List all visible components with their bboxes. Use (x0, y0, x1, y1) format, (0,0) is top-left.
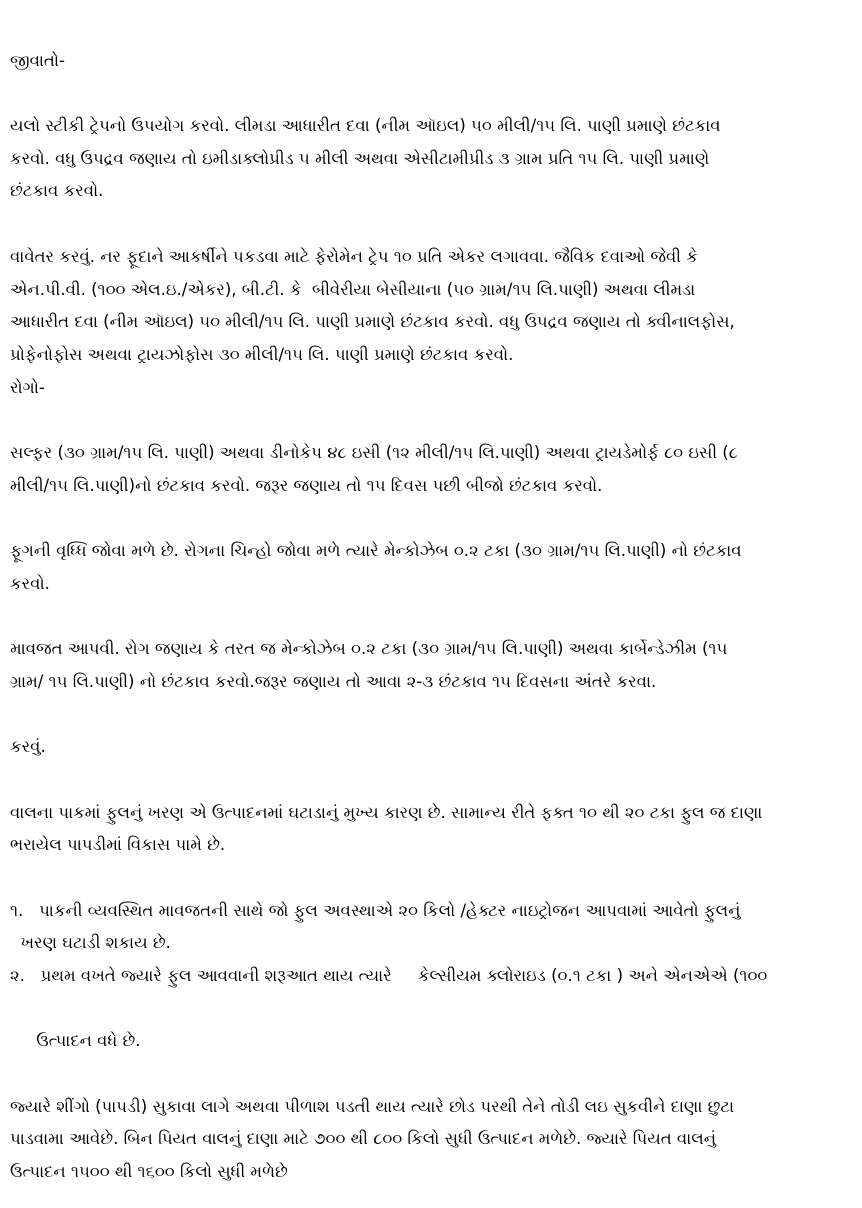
disease2-line-2: ફૂગની વૃધ્ધિ જોવા મળે છે. રોગના ચિન્હો જોવા મળે ત્યારે મેન્કોઝેબ ૦.૨ ટકા (૩૦ ગ્રામ/૧૫ લિ.પાણી) નો છંટકાવ (10, 541, 742, 560)
pest1-line-3: કરવો. વધુ ઉપદ્રવ જણાય તો ઇમીડાક્લોપ્રીડ ૫ મીલી અથવા એસીટામીપ્રીડ ૩ ગ્રામ પ્રતિ ૧૫ લિ. પાણી પ્રમાણે (10, 148, 710, 168)
pest2-line-1 (10, 208, 852, 241)
pest1-line-4: છંટકાવ કરવો. (10, 181, 104, 201)
harvest-line-1: જ્યારે શીંગો (પાપડી) સુકાવા લાગે અથવા પીળાશ પડતી થાય ત્યારે છોડ પરથી તેને તોડી લઇ સુકવીને દાણા છુટા (10, 1096, 735, 1116)
flower-drop-line-2: ભરાયેલ પાપડીમાં વિકાસ પામે છે. (10, 835, 226, 855)
disease3-line-3: ગ્રામ/ ૧૫ લિ.પાણી) નો છંટકાવ કરવો.જરૂર જણાય તો આવા ૨-૩ છંટકાવ ૧૫ દિવસના અંતરે કરવા. (10, 671, 657, 691)
measure1-line-1: ૧. પાકની વ્યવસ્થિત માવજતની સાથે જો ફુલ અવસ્થાએ ૨૦ કિલો /હેક્ટર નાઇટ્રોજન આપવામાં આવેતો ફુલનું (10, 900, 741, 920)
pest2-line-4: આધારીત દવા (નીમ ઑઇલ) ૫૦ મીલી/૧૫ લિ. પાણી પ્રમાણે છંટકાવ કરવો. વધુ ઉપદ્રવ જણાય તો ક્વીનાલફોસ, (10, 312, 735, 332)
heading-harvest (10, 1058, 852, 1091)
heading-flower-drop (10, 764, 852, 797)
disease3-line-1 (10, 600, 852, 633)
disease4-line-1 (10, 698, 852, 731)
pest2-line-2: વાવેતર કરવું. નર ફૂદાને આકર્ષીને પકડવા માટે ફેરોમેન ટ્રેપ ૧૦ પ્રતિ એકર લગાવવા. જૈવિક દવાઓ જેવી કે (10, 246, 698, 266)
disease1-line-3: મીલી/૧૫ લિ.પાણી)નો છંટકાવ કરવો. જરૂર જણાય તો ૧૫ દિવસ પછી બીજો છંટકાવ કરવો. (10, 475, 603, 495)
measure2-line-1: ૨. પ્રથમ વખતે જ્યારે ફુલ આવવાની શરૂઆત થાય ત્યારે કેલ્સીયમ ક્લોરાઇડ (૦.૧ ટકા ) અને એનએએ (૧૦૦ (10, 965, 768, 985)
measure1-line-2: ખરણ ઘટાડી શકાય છે. (10, 933, 171, 953)
disease3-line-2: માવજત આપવી. રોગ જણાય કે તરત જ મેન્કોઝેબ ૦.૨ ટકા (૩૦ ગ્રામ/૧૫ લિ.પાણી) અથવા કાર્બેન્ડેઝીમ (૧૫ (10, 639, 728, 659)
harvest-line-2: પાડવામા આવેછે. બિન પિયત વાલનું દાણા માટે ૭૦૦ થી ૮૦૦ કિલો સુધી ઉત્પાદન મળેછે. જ્યારે પિયત વાલનું (10, 1129, 716, 1149)
heading-diseases: રોગો- (10, 377, 45, 397)
pest1-line-1 (10, 77, 852, 110)
measure2-line-3: ઉત્પાદન વધે છે. (10, 1031, 141, 1051)
disease1-line-2: સલ્ફર (૩૦ ગ્રામ/૧૫ લિ. પાણી) અથવા ડીનોકેપ ૪૮ ઇસી (૧૨ મીલી/૧૫ લિ.પાણી) અથવા ટ્રાયડેમોર્ફ ૮૦ ઇસી (૮ (10, 442, 738, 462)
heading-crop-protection (10, 12, 852, 45)
disease4-line-2: કરવું. (10, 737, 46, 757)
pest1-line-2: યલો સ્ટીકી ટ્રેપનો ઉપયોગ કરવો. લીમડા આધારીત દવા (નીમ ઑઇલ) ૫૦ મીલી/૧૫ લિ. પાણી પ્રમાણે છંટકાવ (10, 116, 721, 136)
heading-pests: જીવાતો- (10, 50, 65, 70)
heading-flower-drop-measures (10, 862, 852, 895)
pest2-line-5: પ્રોફેનોફોસ અથવા ટ્રાયઝોફોસ ૩૦ મીલી/૧૫ લિ. પાણી પ્રમાણે છંટકાવ કરવો. (10, 344, 514, 364)
disease2-line-3: કરવો. (10, 573, 50, 593)
disease1-line-1 (10, 404, 852, 437)
harvest-line-3: ઉત્પાદન ૧૫૦૦ થી ૧૬૦૦ કિલો સુધી મળેછે (10, 1162, 288, 1182)
flower-drop-line-1: વાલના પાકમાં ફુલનું ખરણ એ ઉત્પાદનમાં ઘટાડાનું મુખ્ય કારણ છે. સામાન્ય રીતે ફક્ત ૧૦ થી ૨૦ ટકા ફુલ જ દાણા (10, 802, 763, 822)
disease2-line-1 (10, 502, 852, 535)
measure2-line-2 (10, 993, 852, 1026)
pest2-line-3: એન.પી.વી. (૧૦૦ એલ.ઇ./એકર), બી.ટી. કે બીવેરીયા બેસીયાના (૫૦ ગ્રામ/૧૫ લિ.પાણી) અથવા લીમડા (10, 279, 696, 299)
